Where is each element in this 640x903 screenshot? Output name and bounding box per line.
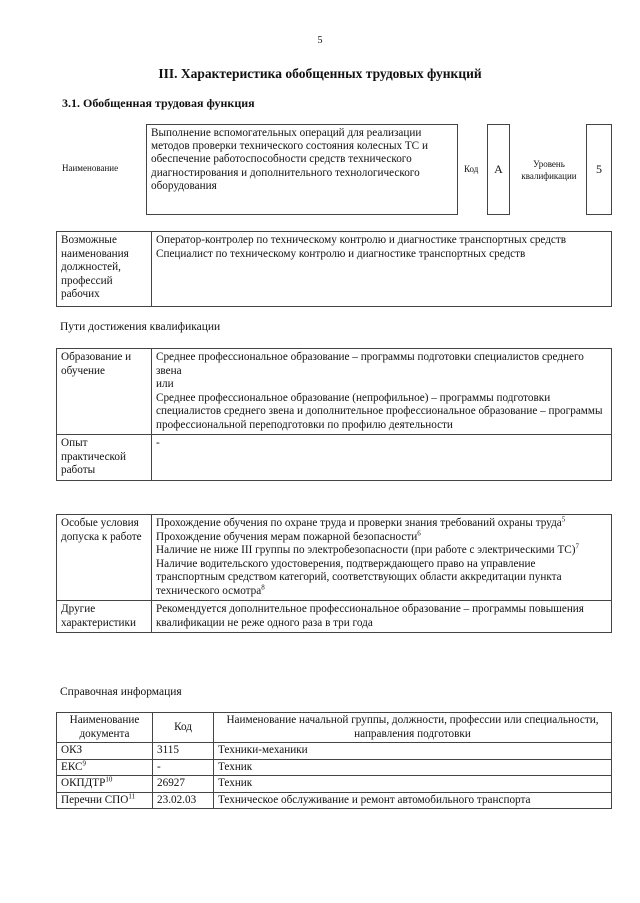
footnote-ref: 11 [128,791,136,800]
education-item: Среднее профессиональное образование (непрофильное) – программы подготовки специалистов среднего звена и дополнительное профессиональное образование – программы профессиональной переподготовки по профилю деятельности [156,391,603,431]
footnote-ref: 7 [575,542,579,551]
reference-table [56,712,612,809]
education-item: или [156,378,174,390]
table-row [57,792,612,809]
conditions-label: Особые условия допуска к работе [57,515,152,601]
table-row [57,776,612,793]
conditions-table [56,514,612,633]
doc-code: 3115 [153,743,214,760]
education-label: Образование и обучение [57,349,152,435]
doc-name: Перечни СПО [61,793,129,806]
doc-title: Техник [214,759,612,776]
level-label-line-2: квалификации [521,171,577,181]
condition-item: Прохождение обучения по охране труда и проверки знания требований охраны труда$^5$ [156,515,566,529]
education-table [56,348,612,481]
page-heading: III. Характеристика обобщенных трудовых функций [158,66,482,81]
page-number: 5 [317,35,323,46]
doc-title: Техническое обслуживание и ремонт автомобильного транспорта [214,792,612,809]
positions-table [56,231,612,307]
position-item: Оператор-контролер по техническому контролю и диагностике транспортных средств [156,234,567,246]
footnote-ref: 10 [105,775,113,784]
doc-code: 26927 [153,776,214,793]
other-value: Рекомендуется дополнительное профессиональное образование – программы повышения квалификации не реже одного раза в три года [152,601,612,633]
header-cell: Код [153,713,214,743]
footnote-ref: 9 [82,758,86,767]
qualification-heading: Пути достижения квалификации [60,321,221,333]
doc-title: Техник [214,776,612,793]
footnote-ref: 5 [561,515,566,524]
doc-name: ЕКС [61,760,83,773]
other-label: Другие характеристики [57,601,152,633]
level-value: 5 [586,124,612,215]
positions-values [152,232,612,307]
positions-label: Возможные наименования должностей, профессий рабочих [57,232,152,307]
reference-heading: Справочная информация [60,686,182,698]
condition-item: Прохождение обучения мерам пожарной безопасности$^6$ [156,528,421,543]
header-cell: Наименование начальной группы, должности, профессии или специальности, направления подготовки [214,713,612,743]
level-label [514,158,584,182]
doc-name: ОКЗ [61,744,83,756]
level-label-line-1: Уровень [533,159,565,169]
condition-item: Наличие водительского удостоверения, подтверждающего право на управление транспортным средством категорий, соответствующих области аккредитации пункта технического осмотра$^8$ [156,557,562,597]
conditions-values [152,515,612,601]
code-value: A [487,124,510,215]
table-row [57,759,612,776]
doc-title: Техники-механики [214,743,612,760]
condition-item: Наличие не ниже III группы по электробезопасности (при работе с электрическими ТС)$^7$ [156,542,579,556]
table-row [57,743,612,760]
code-label: Код [464,164,479,174]
reference-header-row [57,713,612,743]
function-name-value: Выполнение вспомогательных операций для реализации методов проверки технического состояния колесных ТС и обеспечение работоспособности средств технического диагностирования и дополнительного технологического оборудования [146,124,458,215]
doc-name: ОКПДТР [61,777,106,789]
position-item: Специалист по техническому контролю и диагностике транспортных средств [156,247,526,260]
education-item: Среднее профессиональное образование – программы подготовки специалистов среднего звена [156,351,584,377]
doc-code: - [153,759,214,776]
function-name-label: Наименование [62,163,119,173]
experience-value: - [152,435,612,481]
footnote-ref: 8 [261,582,265,591]
education-values [152,349,612,435]
experience-label: Опыт практической работы [57,435,152,481]
footnote-ref: 6 [417,528,421,537]
header-cell: Наименование документа [57,713,153,743]
doc-code: 23.02.03 [153,792,214,809]
section-subheading: 3.1. Обобщенная трудовая функция [62,96,255,110]
